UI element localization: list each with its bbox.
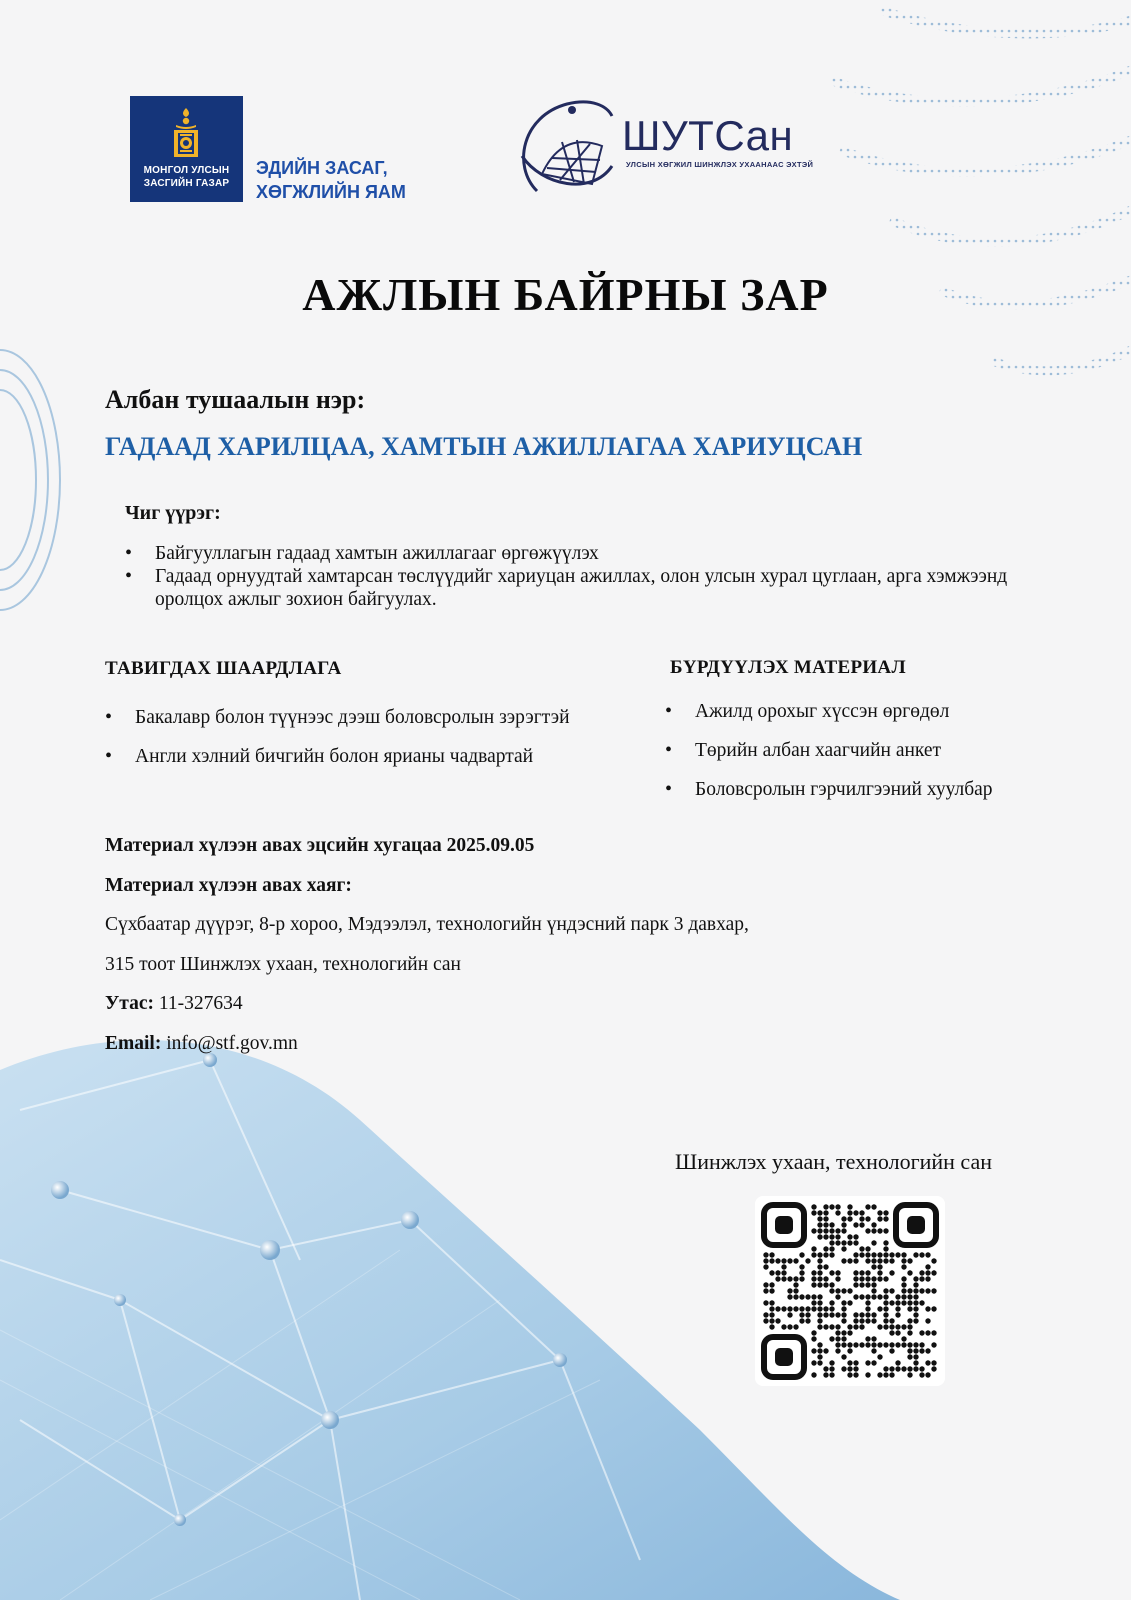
email-link[interactable]: info@stf.gov.mn [166, 1033, 298, 1054]
qr-code-icon [755, 1196, 945, 1386]
page-title: АЖЛЫН БАЙРНЫ ЗАР [302, 269, 829, 320]
list-item: • Гадаад орнуудтай хамтарсан төслүүдийг хариуцан ажиллах, олон улсын хурал цуглаан, арга хэмжээнд оролцох ажлыг зохион байгуулах. [125, 565, 1025, 611]
qr-code[interactable] [755, 1196, 945, 1386]
phone-value: 11-327634 [158, 993, 243, 1014]
fund-logo-name: ШУТСан [622, 112, 794, 159]
address-line-2: 315 тоот Шинжлэх ухаан, технологийн сан [105, 954, 461, 975]
deadline-text: Материал хүлээн авах эцсийн хугацаа 2025.09.05 [105, 835, 535, 856]
list-item: • Төрийн албан хаагчийн анкет [665, 739, 1085, 762]
position-label: Албан тушаалын нэр: [105, 385, 366, 414]
list-item: • Англи хэлний бичгийн болон ярианы чадвартай [105, 745, 625, 768]
requirements-list [105, 706, 625, 784]
ministry-name [256, 156, 406, 204]
materials-heading: БҮРДҮҮЛЭХ МАТЕРИАЛ [670, 657, 906, 678]
network-graphic-decoration [0, 1000, 1131, 1600]
dotted-wave-decoration [740, 0, 1131, 420]
government-logo [130, 96, 243, 202]
list-item: • Байгууллагын гадаад хамтын ажиллагааг өргөжүүлэх [125, 542, 1025, 565]
address-label: Материал хүлээн авах хаяг: [105, 875, 352, 896]
duties-heading: Чиг үүрэг: [125, 502, 221, 524]
list-item: • Боловсролын гэрчилгээний хуулбар [665, 778, 1085, 801]
list-item: • Ажилд орохыг хүссэн өргөдөл [665, 700, 1085, 723]
address-line-1: Сүхбаатар дүүрэг, 8-р хороо, Мэдээлэл, технологийн үндэсний парк 3 давхар, [105, 914, 749, 935]
ministry-line-1: ЭДИЙН ЗАСАГ, [256, 158, 388, 178]
duties-list [125, 542, 1025, 611]
gov-logo-text: МОНГОЛ УЛСЫН ЗАСГИЙН ГАЗАР [143, 165, 230, 189]
email [105, 1033, 298, 1055]
phone-label: Утас: [105, 993, 155, 1014]
ministry-line-2: ХӨГЖЛИЙН ЯАМ [256, 182, 406, 202]
email-label: Email: [105, 1033, 162, 1054]
list-item: • Бакалавр болон түүнээс дээш боловсролын зэрэгтэй [105, 706, 625, 729]
phone [105, 993, 243, 1015]
footer-fund-name: Шинжлэх ухаан, технологийн сан [675, 1149, 992, 1174]
position-name: ГАДААД ХАРИЛЦАА, ХАМТЫН АЖИЛЛАГАА ХАРИУЦСАН [105, 432, 863, 461]
fund-logo-tagline: УЛСЫН ХӨГЖИЛ ШИНЖЛЭХ УХААНААС ЭХТЭЙ [626, 160, 814, 169]
arc-lines-decoration [0, 330, 90, 630]
soyombo-emblem-icon [168, 106, 204, 162]
requirements-heading: ТАВИГДАХ ШААРДЛАГА [105, 658, 342, 679]
materials-list [665, 700, 1085, 817]
